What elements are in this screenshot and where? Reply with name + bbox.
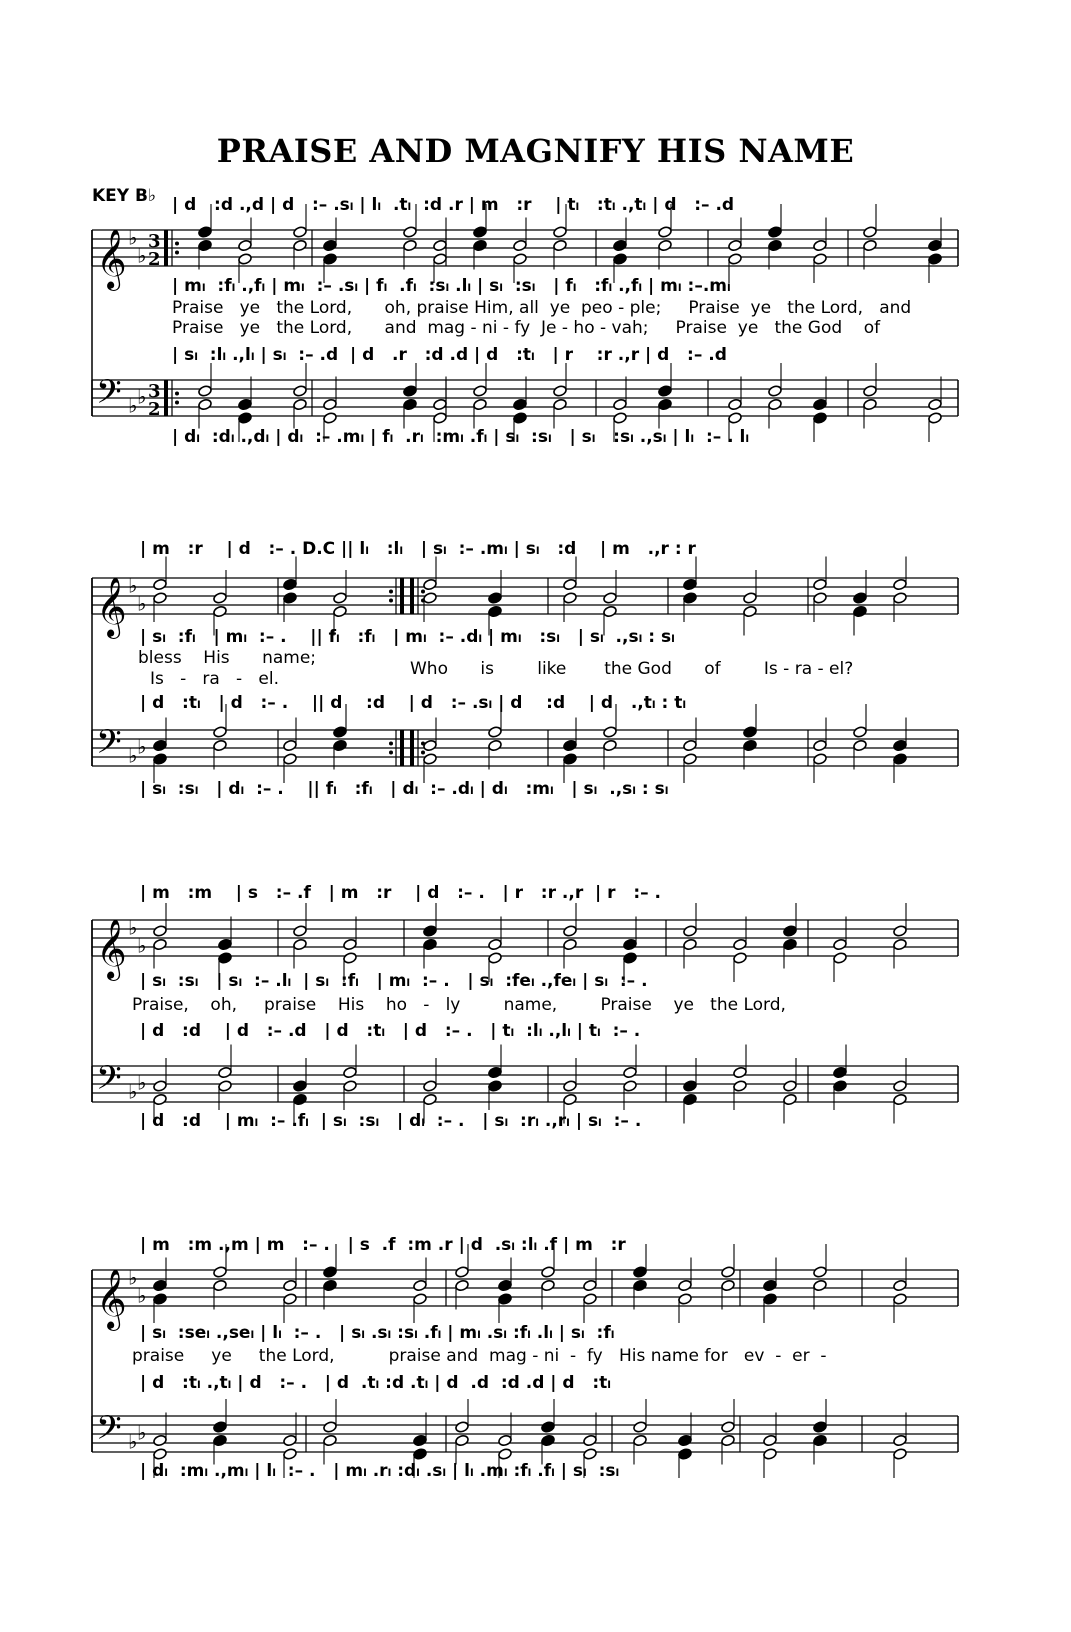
bass-clef-icon: 𝄢 bbox=[96, 723, 122, 770]
notehead bbox=[728, 398, 743, 411]
notehead bbox=[153, 753, 168, 766]
repeat-dot bbox=[389, 590, 393, 594]
tenor-solfa-line: | d :d | d :– .d | d :tₗ | d :– . | tₗ :lₗ .,lₗ | tₗ :– . bbox=[140, 1021, 641, 1041]
notehead bbox=[678, 1434, 693, 1447]
notehead bbox=[513, 398, 528, 411]
notehead bbox=[455, 1279, 470, 1292]
notehead bbox=[413, 1293, 428, 1306]
notehead bbox=[613, 398, 628, 411]
notehead bbox=[213, 1421, 228, 1434]
notehead bbox=[218, 1080, 233, 1093]
notehead bbox=[293, 239, 308, 252]
alto-solfa-line: | sₗ :fₗ | mₗ :– . || fₗ :fₗ | mₗ :– .dₗ | mₗ :sₗ | sₗ .,sₗ : sₗ bbox=[140, 627, 675, 647]
notehead bbox=[928, 398, 943, 411]
lyric-line: praise ye the Lord, praise and mag - ni - fy His name for ev - er - bbox=[132, 1346, 827, 1366]
flat-icon: ♭ bbox=[128, 1079, 138, 1104]
notehead bbox=[433, 239, 448, 252]
notehead bbox=[683, 938, 698, 951]
notehead bbox=[583, 1434, 598, 1447]
notehead bbox=[513, 253, 528, 266]
notehead bbox=[613, 253, 628, 266]
notehead bbox=[413, 1448, 428, 1461]
notehead bbox=[863, 398, 878, 411]
bass-solfa-line: | dₗ :dₗ .,dₗ | dₗ :– .mₗ | fₗ .rₗ :mₗ .fₗ | sₗ :sₗ | sₗ :sₗ .,sₗ | lₗ :– . lₗ bbox=[172, 427, 750, 447]
notehead bbox=[678, 1279, 693, 1292]
notehead bbox=[893, 1279, 908, 1292]
notehead bbox=[563, 592, 578, 605]
notehead bbox=[153, 938, 168, 951]
repeat-dot bbox=[421, 751, 425, 755]
notehead bbox=[733, 952, 748, 965]
notehead bbox=[488, 739, 503, 752]
notehead bbox=[473, 398, 488, 411]
flat-icon: ♭ bbox=[128, 1265, 138, 1290]
bass-solfa-line: | dₗ :mₗ .,mₗ | lₗ :– . | mₗ .rₗ :dₗ .sₗ | lₗ .mₗ :fₗ .fₗ | sₗ :sₗ bbox=[140, 1461, 620, 1481]
notehead bbox=[213, 592, 228, 605]
notehead bbox=[813, 578, 828, 591]
time-signature-bottom: 2 bbox=[148, 399, 161, 421]
notehead bbox=[563, 753, 578, 766]
notehead bbox=[743, 726, 758, 739]
notehead bbox=[423, 739, 438, 752]
notehead bbox=[893, 1080, 908, 1093]
alto-solfa-line: | sₗ :sₗ | sₗ :– .lₗ | sₗ :fₗ | mₗ :– . | sₗ :feₗ .,feₗ | sₗ :– . bbox=[140, 971, 648, 991]
notehead bbox=[218, 1066, 233, 1079]
bass-solfa-line: | sₗ :sₗ | dₗ :– . || fₗ :fₗ | dₗ :– .dₗ | dₗ :mₗ | sₗ .,sₗ : sₗ bbox=[140, 779, 669, 799]
notehead bbox=[541, 1421, 556, 1434]
treble-clef-icon: 𝄞 bbox=[96, 577, 127, 637]
notehead bbox=[733, 1066, 748, 1079]
notehead bbox=[623, 938, 638, 951]
notehead bbox=[283, 1293, 298, 1306]
notehead bbox=[733, 1080, 748, 1093]
notehead bbox=[893, 592, 908, 605]
notehead bbox=[153, 925, 168, 938]
notehead bbox=[293, 938, 308, 951]
lyric-line: bless His name; bbox=[138, 648, 317, 668]
notehead bbox=[283, 1434, 298, 1447]
notehead bbox=[683, 1093, 698, 1106]
notehead bbox=[333, 605, 348, 618]
time-signature-top: 3 bbox=[148, 231, 161, 253]
notehead bbox=[293, 1080, 308, 1093]
notehead bbox=[833, 938, 848, 951]
repeat-dot bbox=[389, 751, 393, 755]
notehead bbox=[213, 1279, 228, 1292]
notehead bbox=[783, 1080, 798, 1093]
notehead bbox=[488, 1080, 503, 1093]
notehead bbox=[583, 1448, 598, 1461]
repeat-dot bbox=[421, 590, 425, 594]
notehead bbox=[683, 739, 698, 752]
notehead bbox=[153, 1080, 168, 1093]
notehead bbox=[333, 739, 348, 752]
notehead bbox=[238, 239, 253, 252]
notehead bbox=[553, 385, 568, 398]
notehead bbox=[323, 253, 338, 266]
notehead bbox=[423, 1080, 438, 1093]
notehead bbox=[403, 239, 418, 252]
notehead bbox=[853, 726, 868, 739]
notehead bbox=[488, 605, 503, 618]
notehead bbox=[333, 726, 348, 739]
notehead bbox=[293, 398, 308, 411]
notehead bbox=[763, 1279, 778, 1292]
notehead bbox=[423, 1093, 438, 1106]
notehead bbox=[783, 938, 798, 951]
notehead bbox=[198, 398, 213, 411]
notehead bbox=[893, 1434, 908, 1447]
notehead bbox=[658, 226, 673, 239]
notehead bbox=[813, 239, 828, 252]
notehead bbox=[623, 952, 638, 965]
notehead bbox=[893, 1448, 908, 1461]
flat-icon: ♭ bbox=[137, 384, 147, 409]
notehead bbox=[813, 253, 828, 266]
notehead bbox=[198, 226, 213, 239]
soprano-solfa-line: | m :m | s :– .f | m :r | d :– . | r :r .,r | r :– . bbox=[140, 883, 661, 903]
notehead bbox=[813, 1421, 828, 1434]
notehead bbox=[563, 938, 578, 951]
notehead bbox=[728, 253, 743, 266]
notehead bbox=[721, 1266, 736, 1279]
notehead bbox=[813, 1279, 828, 1292]
notehead bbox=[603, 592, 618, 605]
tenor-solfa-line: | sₗ :lₗ .,lₗ | sₗ :– .d | d .r :d .d | d :tₗ | r :r .,r | d :– .d bbox=[172, 345, 727, 365]
notehead bbox=[763, 1448, 778, 1461]
notehead bbox=[743, 739, 758, 752]
notehead bbox=[893, 1293, 908, 1306]
alto-solfa-line: | mₗ :fₗ .,fₗ | mₗ :– .sₗ | fₗ .fₗ :sₗ .lₗ | sₗ :sₗ | fₗ :fₗ .,fₗ | mₗ :–.mₗ bbox=[172, 276, 731, 296]
notehead bbox=[683, 925, 698, 938]
notehead bbox=[553, 239, 568, 252]
notehead bbox=[813, 1266, 828, 1279]
notehead bbox=[323, 398, 338, 411]
bass-clef-icon: 𝄢 bbox=[96, 1059, 122, 1106]
notehead bbox=[721, 1434, 736, 1447]
notehead bbox=[433, 398, 448, 411]
notehead bbox=[658, 385, 673, 398]
lyric-line: Praise ye the Lord, and mag - ni - fy Je - ho - vah; Praise ye the God of bbox=[172, 318, 881, 338]
tenor-solfa-line: | d :tₗ | d :– . || d :d | d :– .sₗ | d :d | d .,tₗ : tₗ bbox=[140, 693, 687, 713]
notehead bbox=[498, 1448, 513, 1461]
notehead bbox=[283, 1279, 298, 1292]
notehead bbox=[343, 938, 358, 951]
flat-icon: ♭ bbox=[137, 1070, 147, 1095]
repeat-dot bbox=[175, 392, 179, 396]
notehead bbox=[323, 239, 338, 252]
notehead bbox=[455, 1421, 470, 1434]
repeat-dot bbox=[389, 599, 393, 603]
notehead bbox=[563, 578, 578, 591]
notehead bbox=[833, 1066, 848, 1079]
notehead bbox=[213, 605, 228, 618]
lyric-line: Praise, oh, praise His ho - ly name, Praise ye the Lord, bbox=[132, 995, 786, 1015]
notehead bbox=[678, 1448, 693, 1461]
lyric-line: Is - ra - el. bbox=[150, 669, 279, 689]
notehead bbox=[853, 605, 868, 618]
notehead bbox=[863, 226, 878, 239]
bass-clef-icon: 𝄢 bbox=[96, 373, 122, 420]
notehead bbox=[541, 1434, 556, 1447]
notehead bbox=[455, 1266, 470, 1279]
notehead bbox=[423, 578, 438, 591]
notehead bbox=[583, 1293, 598, 1306]
notehead bbox=[488, 592, 503, 605]
notehead bbox=[563, 1093, 578, 1106]
notehead bbox=[323, 1421, 338, 1434]
time-signature-bottom: 2 bbox=[148, 249, 161, 271]
alto-solfa-line: | sₗ :seₗ .,seₗ | lₗ :– . | sₗ .sₗ :sₗ .fₗ | mₗ .sₗ :fₗ .lₗ | sₗ :fₗ bbox=[140, 1323, 615, 1343]
notehead bbox=[213, 1434, 228, 1447]
notehead bbox=[238, 412, 253, 425]
notehead bbox=[153, 1434, 168, 1447]
notehead bbox=[433, 253, 448, 266]
notehead bbox=[343, 952, 358, 965]
notehead bbox=[323, 1434, 338, 1447]
notehead bbox=[893, 925, 908, 938]
notehead bbox=[513, 239, 528, 252]
notehead bbox=[153, 578, 168, 591]
notehead bbox=[658, 239, 673, 252]
notehead bbox=[813, 739, 828, 752]
notehead bbox=[153, 1293, 168, 1306]
flat-icon: ♭ bbox=[128, 915, 138, 940]
repeat-dot bbox=[175, 401, 179, 405]
notehead bbox=[728, 239, 743, 252]
notehead bbox=[413, 1279, 428, 1292]
notehead bbox=[893, 1093, 908, 1106]
notehead bbox=[613, 412, 628, 425]
notehead bbox=[473, 239, 488, 252]
flat-icon: ♭ bbox=[137, 243, 147, 268]
repeat-dot bbox=[175, 242, 179, 246]
notehead bbox=[603, 726, 618, 739]
soprano-solfa-line: | m :r | d :– . D.C || lₗ :lₗ | sₗ :– .mₗ | sₗ :d | m .,r : r bbox=[140, 539, 696, 559]
notehead bbox=[813, 592, 828, 605]
notehead bbox=[623, 1066, 638, 1079]
notehead bbox=[293, 226, 308, 239]
notehead bbox=[323, 1279, 338, 1292]
notehead bbox=[893, 578, 908, 591]
notehead bbox=[583, 1279, 598, 1292]
notehead bbox=[721, 1421, 736, 1434]
notehead bbox=[863, 385, 878, 398]
notehead bbox=[423, 753, 438, 766]
notehead bbox=[455, 1434, 470, 1447]
notehead bbox=[633, 1421, 648, 1434]
notehead bbox=[498, 1434, 513, 1447]
notehead bbox=[498, 1293, 513, 1306]
tenor-solfa-line: | d :tₗ .,tₗ | d :– . | d .tₗ :d .tₗ | d .d :d .d | d :tₗ bbox=[140, 1373, 612, 1393]
notehead bbox=[893, 739, 908, 752]
notehead bbox=[563, 1080, 578, 1093]
notehead bbox=[423, 925, 438, 938]
notehead bbox=[763, 1434, 778, 1447]
notehead bbox=[768, 385, 783, 398]
notehead bbox=[433, 412, 448, 425]
notehead bbox=[813, 412, 828, 425]
notehead bbox=[683, 578, 698, 591]
notehead bbox=[153, 739, 168, 752]
notehead bbox=[473, 226, 488, 239]
flat-icon: ♭ bbox=[137, 734, 147, 759]
notehead bbox=[658, 398, 673, 411]
notehead bbox=[293, 1093, 308, 1106]
notehead bbox=[153, 592, 168, 605]
notehead bbox=[853, 592, 868, 605]
flat-icon: ♭ bbox=[128, 743, 138, 768]
notehead bbox=[153, 1093, 168, 1106]
notehead bbox=[488, 726, 503, 739]
notehead bbox=[863, 239, 878, 252]
notehead bbox=[413, 1434, 428, 1447]
notehead bbox=[423, 592, 438, 605]
notehead bbox=[733, 938, 748, 951]
repeat-dot bbox=[389, 742, 393, 746]
notehead bbox=[403, 398, 418, 411]
notehead bbox=[613, 239, 628, 252]
notehead bbox=[928, 253, 943, 266]
notehead bbox=[488, 938, 503, 951]
notehead bbox=[553, 398, 568, 411]
notehead bbox=[763, 1293, 778, 1306]
bass-solfa-line: | d :d | mₗ :– .fₗ | sₗ :sₗ | dₗ :– . | sₗ :rₗ .,rₗ | sₗ :– . bbox=[140, 1111, 642, 1131]
notehead bbox=[513, 412, 528, 425]
notehead bbox=[343, 1080, 358, 1093]
notehead bbox=[213, 739, 228, 752]
notehead bbox=[153, 1279, 168, 1292]
notehead bbox=[603, 605, 618, 618]
notehead bbox=[893, 753, 908, 766]
notehead bbox=[333, 592, 348, 605]
notehead bbox=[283, 592, 298, 605]
notehead bbox=[323, 1266, 338, 1279]
notehead bbox=[833, 1080, 848, 1093]
flat-icon: ♭ bbox=[137, 1420, 147, 1445]
notehead bbox=[623, 1080, 638, 1093]
notehead bbox=[893, 938, 908, 951]
notehead bbox=[928, 412, 943, 425]
notehead bbox=[213, 1266, 228, 1279]
notehead bbox=[198, 385, 213, 398]
notehead bbox=[813, 398, 828, 411]
notehead bbox=[833, 952, 848, 965]
notehead bbox=[218, 952, 233, 965]
notehead bbox=[783, 925, 798, 938]
flat-icon: ♭ bbox=[128, 225, 138, 250]
flat-icon: ♭ bbox=[128, 573, 138, 598]
notehead bbox=[541, 1266, 556, 1279]
notehead bbox=[721, 1279, 736, 1292]
notehead bbox=[768, 398, 783, 411]
notehead bbox=[553, 226, 568, 239]
notehead bbox=[403, 385, 418, 398]
soprano-solfa-line: | d :d .,d | d :– .sₗ | lₗ .tₗ :d .r | m :r | tₗ :tₗ .,tₗ | d :– .d bbox=[172, 195, 735, 215]
notehead bbox=[488, 952, 503, 965]
notehead bbox=[473, 385, 488, 398]
notehead bbox=[283, 578, 298, 591]
notehead bbox=[603, 739, 618, 752]
flat-icon: ♭ bbox=[128, 1429, 138, 1454]
notehead bbox=[293, 925, 308, 938]
notehead bbox=[283, 1448, 298, 1461]
notehead bbox=[213, 726, 228, 739]
time-signature-top: 3 bbox=[148, 381, 161, 403]
notehead bbox=[563, 739, 578, 752]
notehead bbox=[633, 1266, 648, 1279]
flat-icon: ♭ bbox=[137, 1283, 147, 1308]
notehead bbox=[768, 226, 783, 239]
bass-clef-icon: 𝄢 bbox=[96, 1409, 122, 1456]
notehead bbox=[728, 412, 743, 425]
notehead bbox=[403, 226, 418, 239]
flat-icon: ♭ bbox=[137, 591, 147, 616]
notehead bbox=[783, 1093, 798, 1106]
repeat-dot bbox=[175, 251, 179, 255]
soprano-solfa-line: | m :m .,m | m :– . | s .f :m .r | d .sₗ :lₗ .f | m :r bbox=[140, 1235, 626, 1255]
notehead bbox=[498, 1279, 513, 1292]
notehead bbox=[853, 739, 868, 752]
notehead bbox=[198, 239, 213, 252]
treble-clef-icon: 𝄞 bbox=[96, 229, 127, 289]
notehead bbox=[423, 938, 438, 951]
notehead bbox=[768, 239, 783, 252]
lyric-line: Who is like the God of Is - ra - el? bbox=[410, 659, 854, 679]
notehead bbox=[238, 253, 253, 266]
notehead bbox=[683, 592, 698, 605]
notehead bbox=[813, 1434, 828, 1447]
treble-clef-icon: 𝄞 bbox=[96, 1269, 127, 1329]
notehead bbox=[743, 592, 758, 605]
notehead bbox=[218, 938, 233, 951]
key-signature-label: KEY B♭ bbox=[92, 186, 156, 206]
notehead bbox=[323, 412, 338, 425]
notehead bbox=[633, 1434, 648, 1447]
notehead bbox=[343, 1066, 358, 1079]
treble-clef-icon: 𝄞 bbox=[96, 919, 127, 979]
lyric-line: Praise ye the Lord, oh, praise Him, all ye peo - ple; Praise ye the Lord, and bbox=[172, 298, 912, 318]
notehead bbox=[683, 1080, 698, 1093]
flat-icon: ♭ bbox=[137, 933, 147, 958]
notehead bbox=[928, 239, 943, 252]
notehead bbox=[813, 753, 828, 766]
notehead bbox=[743, 605, 758, 618]
hymn-title: PRAISE AND MAGNIFY HIS NAME bbox=[216, 132, 855, 170]
notehead bbox=[683, 753, 698, 766]
notehead bbox=[283, 753, 298, 766]
notehead bbox=[563, 925, 578, 938]
flat-icon: ♭ bbox=[128, 393, 138, 418]
notehead bbox=[283, 739, 298, 752]
notehead bbox=[541, 1279, 556, 1292]
notehead bbox=[293, 385, 308, 398]
notehead bbox=[488, 1066, 503, 1079]
notehead bbox=[633, 1279, 648, 1292]
notehead bbox=[153, 1448, 168, 1461]
notehead bbox=[678, 1293, 693, 1306]
notehead bbox=[238, 398, 253, 411]
